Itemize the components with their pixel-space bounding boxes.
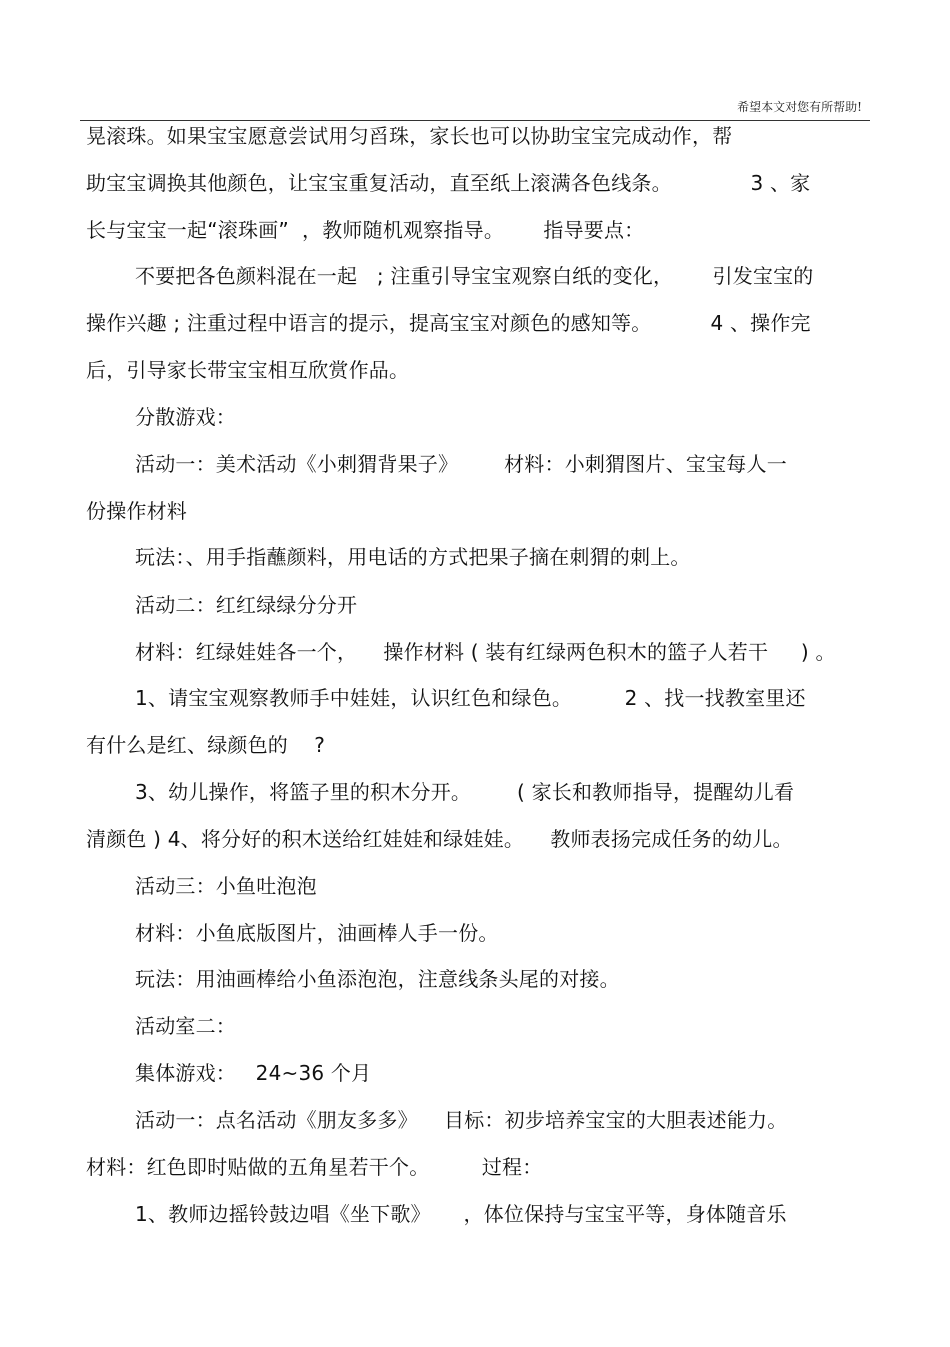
text-line: 材料：红绿娃娃各一个， 操作材料 ( 装有红绿两色积木的篮子人若干 ) 。 xyxy=(135,640,836,664)
text-line: 玩法：用油画棒给小鱼添泡泡，注意线条头尾的对接。 xyxy=(135,967,620,991)
text-line: 集体游戏： 24~36 个月 xyxy=(135,1061,372,1085)
text-line: 长与宝宝一起“滚珠画” ，教师随机观察指导。 指导要点： xyxy=(86,218,645,242)
text-line: 3、幼儿操作，将篮子里的积木分开。 ( 家长和教师指导，提醒幼儿看 xyxy=(135,780,795,804)
section-heading: 活动室二： xyxy=(135,1014,236,1038)
header-divider xyxy=(80,120,870,121)
header-note: 希望本文对您有所帮助! xyxy=(737,100,862,114)
text-line: 活动三：小鱼吐泡泡 xyxy=(135,874,317,898)
text-line: 1、教师边摇铃鼓边唱《坐下歌》 ，体位保持与宝宝平等，身体随音乐 xyxy=(135,1202,787,1226)
text-line: 有什么是红、绿颜色的 ? xyxy=(86,733,326,757)
text-line: 1、请宝宝观察教师手中娃娃，认识红色和绿色。 2 、找一找教室里还 xyxy=(135,686,806,710)
text-line: 材料：小鱼底版图片，油画棒人手一份。 xyxy=(135,921,499,945)
text-line: 操作兴趣 ; 注重过程中语言的提示，提高宝宝对颜色的感知等。 4 、操作完 xyxy=(86,311,811,335)
text-line: 材料：红色即时贴做的五角星若干个。 过程： xyxy=(86,1155,543,1179)
text-line: 晃滚珠。如果宝宝愿意尝试用匀舀珠，家长也可以协助宝宝完成动作，帮 xyxy=(86,124,733,148)
text-line: 不要把各色颜料混在一起 ; 注重引导宝宝观察白纸的变化， 引发宝宝的 xyxy=(135,264,814,288)
text-line: 玩法：、用手指蘸颜料，用电话的方式把果子摘在刺猬的刺上。 xyxy=(135,545,691,569)
text-line: 活动一：点名活动《朋友多多》 目标：初步培养宝宝的大胆表述能力。 xyxy=(135,1108,788,1132)
text-line: 份操作材料 xyxy=(86,499,187,523)
text-line: 助宝宝调换其他颜色，让宝宝重复活动，直至纸上滚满各色线条。 3 、家 xyxy=(86,171,811,195)
section-heading: 分散游戏： xyxy=(135,405,236,429)
text-line: 后，引导家长带宝宝相互欣赏作品。 xyxy=(86,358,410,382)
text-line: 活动一：美术活动《小刺猬背果子》 材料：小刺猬图片、宝宝每人一 xyxy=(135,452,787,476)
text-line: 清颜色 ) 4、将分好的积木送给红娃娃和绿娃娃。 教师表扬完成任务的幼儿。 xyxy=(86,827,793,851)
text-line: 活动二：红红绿绿分分开 xyxy=(135,593,358,617)
